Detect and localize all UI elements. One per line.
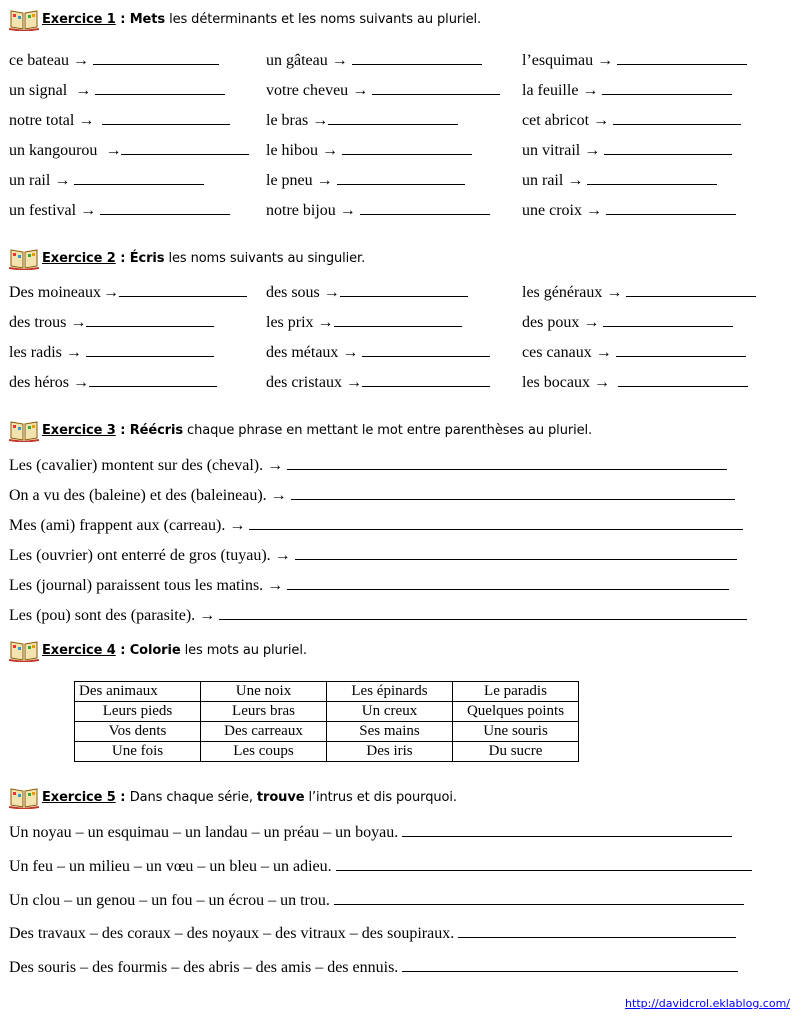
- colorie-table: [74, 681, 579, 762]
- ex1-item: notre total →: [9, 111, 230, 131]
- exercise-3-heading: [9, 417, 592, 443]
- ex1-item: votre cheveu →: [266, 81, 500, 101]
- answer-blank[interactable]: [362, 373, 490, 387]
- exercise-1-heading: [9, 6, 481, 32]
- ex1-item: un vitrail →: [522, 141, 732, 161]
- ex1-item: notre bijou →: [266, 201, 490, 221]
- ex5-series: Des souris – des fourmis – des abris – des amis – des ennuis.: [9, 957, 738, 979]
- footer-link[interactable]: http://davidcrol.eklablog.com/: [625, 997, 790, 1010]
- answer-blank[interactable]: [328, 111, 458, 125]
- answer-blank[interactable]: [618, 373, 748, 387]
- answer-blank[interactable]: [606, 201, 736, 215]
- ex1-item: la feuille →: [522, 81, 732, 101]
- answer-blank[interactable]: [360, 201, 490, 215]
- ex1-item: l’esquimau →: [522, 51, 747, 71]
- ex2-item: des cristaux →: [266, 373, 490, 393]
- answer-blank[interactable]: [89, 373, 217, 387]
- answer-blank[interactable]: [119, 283, 247, 297]
- exercise-5-heading: [9, 784, 457, 810]
- book-icon: [9, 785, 39, 809]
- answer-blank[interactable]: [337, 171, 465, 185]
- exercise-4-title: Exercice 4 : Colorie les mots au pluriel.: [42, 642, 307, 658]
- ex2-item: les généraux →: [522, 283, 756, 303]
- ex5-series: Un clou – un genou – un fou – un écrou – un trou.: [9, 890, 744, 912]
- answer-blank[interactable]: [342, 141, 472, 155]
- answer-blank[interactable]: [402, 958, 738, 972]
- answer-blank[interactable]: [100, 201, 230, 215]
- answer-blank[interactable]: [219, 606, 747, 620]
- ex1-item: un signal →: [9, 81, 225, 101]
- answer-blank[interactable]: [102, 111, 230, 125]
- answer-blank[interactable]: [372, 81, 500, 95]
- book-icon: [9, 246, 39, 270]
- book-icon: [9, 7, 39, 31]
- answer-blank[interactable]: [402, 823, 732, 837]
- word-cell[interactable]: Quelques points: [453, 702, 579, 722]
- word-cell[interactable]: Les coups: [201, 742, 327, 762]
- ex1-item: le pneu →: [266, 171, 465, 191]
- answer-blank[interactable]: [602, 81, 732, 95]
- answer-blank[interactable]: [626, 283, 756, 297]
- ex2-item: les radis →: [9, 343, 214, 363]
- table-row: [75, 682, 579, 702]
- ex1-item: un rail →: [9, 171, 204, 191]
- table-row: [75, 742, 579, 762]
- ex3-sentence: Les (pou) sont des (parasite). →: [9, 605, 747, 627]
- word-cell[interactable]: Une noix: [201, 682, 327, 702]
- answer-blank[interactable]: [86, 313, 214, 327]
- answer-blank[interactable]: [458, 924, 736, 938]
- ex1-item: un gâteau →: [266, 51, 482, 71]
- ex5-series: Un feu – un milieu – un vœu – un bleu – un adieu.: [9, 856, 752, 878]
- ex2-item: des héros →: [9, 373, 217, 393]
- word-cell[interactable]: Des animaux: [75, 682, 201, 702]
- answer-blank[interactable]: [287, 576, 729, 590]
- table-row: [75, 722, 579, 742]
- ex2-item: ces canaux →: [522, 343, 746, 363]
- ex1-item: ce bateau →: [9, 51, 219, 71]
- answer-blank[interactable]: [86, 343, 214, 357]
- answer-blank[interactable]: [587, 171, 717, 185]
- ex3-sentence: Les (cavalier) montent sur des (cheval). →: [9, 455, 727, 477]
- book-icon: [9, 638, 39, 662]
- answer-blank[interactable]: [295, 546, 737, 560]
- answer-blank[interactable]: [334, 891, 744, 905]
- answer-blank[interactable]: [334, 313, 462, 327]
- ex2-item: des métaux →: [266, 343, 490, 363]
- word-cell[interactable]: Le paradis: [453, 682, 579, 702]
- answer-blank[interactable]: [291, 486, 735, 500]
- ex3-sentence: Les (ouvrier) ont enterré de gros (tuyau). →: [9, 545, 737, 567]
- ex1-item: le hibou →: [266, 141, 472, 161]
- word-cell[interactable]: Une fois: [75, 742, 201, 762]
- ex3-sentence: Mes (ami) frappent aux (carreau). →: [9, 515, 743, 537]
- word-cell[interactable]: Leurs bras: [201, 702, 327, 722]
- answer-blank[interactable]: [613, 111, 741, 125]
- ex2-item: des trous →: [9, 313, 214, 333]
- word-cell[interactable]: Ses mains: [327, 722, 453, 742]
- word-cell[interactable]: Leurs pieds: [75, 702, 201, 722]
- exercise-2-title: Exercice 2 : Écris les noms suivants au singulier.: [42, 250, 366, 266]
- answer-blank[interactable]: [93, 51, 219, 65]
- ex2-item: des sous →: [266, 283, 468, 303]
- exercise-2-heading: [9, 245, 365, 271]
- answer-blank[interactable]: [604, 141, 732, 155]
- ex1-item: une croix →: [522, 201, 736, 221]
- word-cell[interactable]: Les épinards: [327, 682, 453, 702]
- word-cell[interactable]: Du sucre: [453, 742, 579, 762]
- exercise-4-heading: [9, 637, 307, 663]
- answer-blank[interactable]: [616, 343, 746, 357]
- word-cell[interactable]: Une souris: [453, 722, 579, 742]
- ex1-item: le bras →: [266, 111, 458, 131]
- answer-blank[interactable]: [74, 171, 204, 185]
- ex3-sentence: On a vu des (baleine) et des (baleineau). →: [9, 485, 735, 507]
- answer-blank[interactable]: [336, 857, 752, 871]
- answer-blank[interactable]: [95, 81, 225, 95]
- exercise-1-title: Exercice 1 : Mets les déterminants et les noms suivants au pluriel.: [42, 11, 482, 27]
- word-cell[interactable]: Des iris: [327, 742, 453, 762]
- ex2-item: Des moineaux →: [9, 283, 247, 303]
- ex1-item: cet abricot →: [522, 111, 741, 131]
- ex5-series: Des travaux – des coraux – des noyaux – des vitraux – des soupiraux.: [9, 923, 736, 945]
- ex1-item: un rail →: [522, 171, 717, 191]
- ex1-item: un festival →: [9, 201, 230, 221]
- ex5-series: Un noyau – un esquimau – un landau – un préau – un boyau.: [9, 822, 732, 844]
- word-cell[interactable]: Vos dents: [75, 722, 201, 742]
- exercise-3-title: Exercice 3 : Réécris chaque phrase en mettant le mot entre parenthèses au pluriel.: [42, 422, 593, 438]
- word-cell[interactable]: Un creux: [327, 702, 453, 722]
- ex1-item: un kangourou →: [9, 141, 249, 161]
- table-row: [75, 702, 579, 722]
- answer-blank[interactable]: [603, 313, 733, 327]
- word-cell[interactable]: Des carreaux: [201, 722, 327, 742]
- answer-blank[interactable]: [121, 141, 249, 155]
- answer-blank[interactable]: [362, 343, 490, 357]
- exercise-5-title: Exercice 5 : Dans chaque série, trouve l’intrus et dis pourquoi.: [42, 789, 457, 805]
- ex3-sentence: Les (journal) paraissent tous les matins. →: [9, 575, 729, 597]
- answer-blank[interactable]: [617, 51, 747, 65]
- answer-blank[interactable]: [249, 516, 743, 530]
- answer-blank[interactable]: [352, 51, 482, 65]
- ex2-item: des poux →: [522, 313, 733, 333]
- ex2-item: les bocaux →: [522, 373, 748, 393]
- answer-blank[interactable]: [287, 456, 727, 470]
- ex2-item: les prix →: [266, 313, 462, 333]
- answer-blank[interactable]: [340, 283, 468, 297]
- book-icon: [9, 418, 39, 442]
